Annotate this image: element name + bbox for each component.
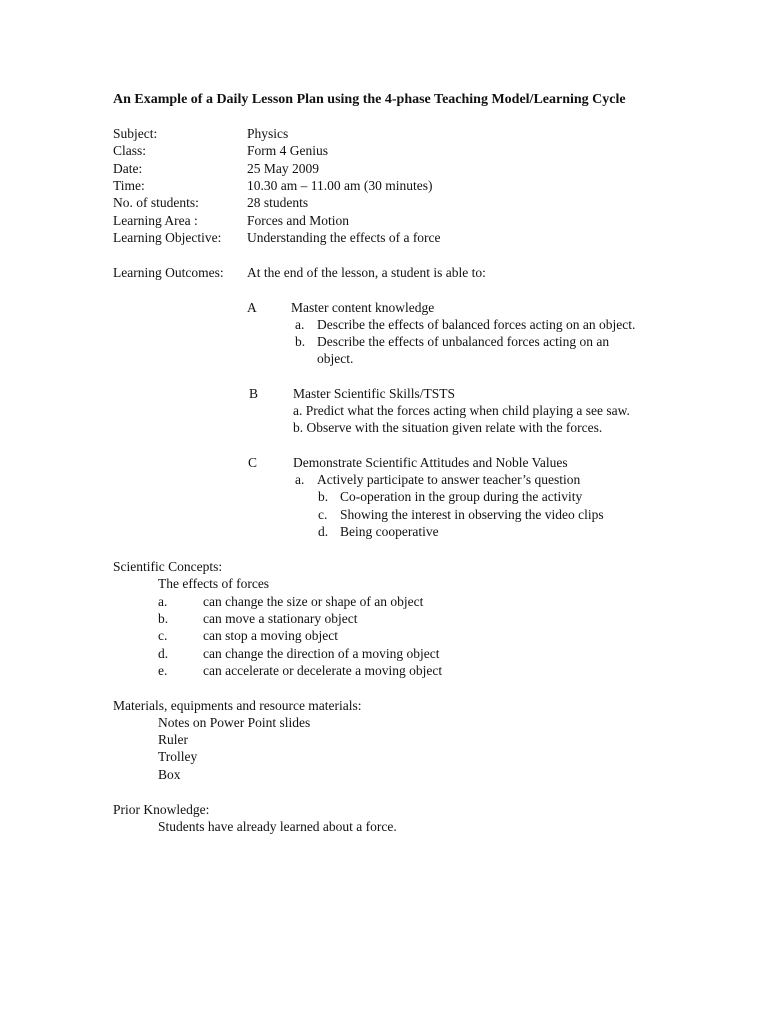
field-label: Subject: [113, 126, 158, 141]
outcome-c-item: Actively participate to answer teacher’s question [317, 472, 581, 487]
concepts-subheading: The effects of forces [158, 576, 270, 591]
outcome-c-heading: Demonstrate Scientific Attitudes and Noble Values [293, 455, 568, 470]
outcomes-label: Learning Outcomes: [113, 265, 224, 280]
field-value: 10.30 am – 11.00 am (30 minutes) [247, 177, 433, 193]
outcomes-intro: At the end of the lesson, a student is able to: [247, 265, 486, 280]
outcome-a-item-continuation: object. [317, 351, 354, 366]
field-label: No. of students: [113, 195, 199, 211]
field-value: 28 students [247, 195, 309, 211]
outcome-c-item: Co-operation in the group during the activity [340, 489, 583, 504]
concepts-heading: Scientific Concepts: [113, 559, 223, 574]
prior-knowledge-heading: Prior Knowledge: [113, 802, 210, 817]
outcome-b-item: a. Predict what the forces acting when child playing a see saw. [293, 403, 630, 418]
list-marker: e. [158, 663, 168, 678]
field-label: Learning Objective: [113, 229, 222, 245]
field-value: Form 4 Genius [247, 143, 328, 159]
list-marker: a. [295, 317, 305, 332]
list-marker: c. [318, 507, 328, 522]
list-marker: b. [158, 611, 169, 626]
material-item: Box [158, 767, 181, 782]
outcome-c-letter: C [248, 455, 258, 470]
outcome-a-item: Describe the effects of unbalanced forces acting on an [317, 334, 610, 349]
concept-item: can change the direction of a moving object [203, 646, 440, 661]
field-label: Date: [113, 160, 143, 176]
list-marker: b. [295, 334, 306, 349]
prior-knowledge-text: Students have already learned about a force. [158, 819, 397, 834]
list-marker: a. [158, 594, 168, 609]
list-marker: d. [158, 646, 169, 661]
concept-item: can stop a moving object [203, 628, 338, 643]
outcome-b-item: b. Observe with the situation given relate with the forces. [293, 420, 603, 435]
field-label: Time: [113, 177, 145, 193]
material-item: Notes on Power Point slides [158, 715, 311, 730]
list-marker: c. [158, 628, 168, 643]
material-item: Trolley [158, 749, 198, 764]
outcome-a-item: Describe the effects of balanced forces acting on an object. [317, 317, 636, 332]
outcome-b-heading: Master Scientific Skills/TSTS [293, 386, 455, 401]
outcome-a-letter: A [247, 300, 257, 315]
concept-item: can change the size or shape of an object [203, 594, 424, 609]
outcome-b-letter: B [249, 386, 259, 401]
field-value: Physics [247, 126, 289, 141]
list-marker: d. [318, 524, 329, 539]
outcome-a-heading: Master content knowledge [291, 300, 435, 315]
list-marker: a. [295, 472, 305, 487]
outcome-c-item: Being cooperative [340, 524, 439, 539]
document-title: An Example of a Daily Lesson Plan using the 4-phase Teaching Model/Learning Cycle [113, 92, 626, 107]
field-value: Forces and Motion [247, 212, 349, 228]
field-value: Understanding the effects of a force [247, 229, 441, 245]
outcome-c-item: Showing the interest in observing the video clips [340, 507, 604, 522]
list-marker: b. [318, 489, 329, 504]
concept-item: can accelerate or decelerate a moving object [203, 663, 443, 678]
material-item: Ruler [158, 732, 188, 747]
field-value: 25 May 2009 [247, 160, 319, 176]
field-label: Class: [113, 143, 147, 159]
materials-heading: Materials, equipments and resource materials: [113, 698, 362, 713]
concept-item: can move a stationary object [203, 611, 358, 626]
field-label: Learning Area : [113, 212, 198, 228]
